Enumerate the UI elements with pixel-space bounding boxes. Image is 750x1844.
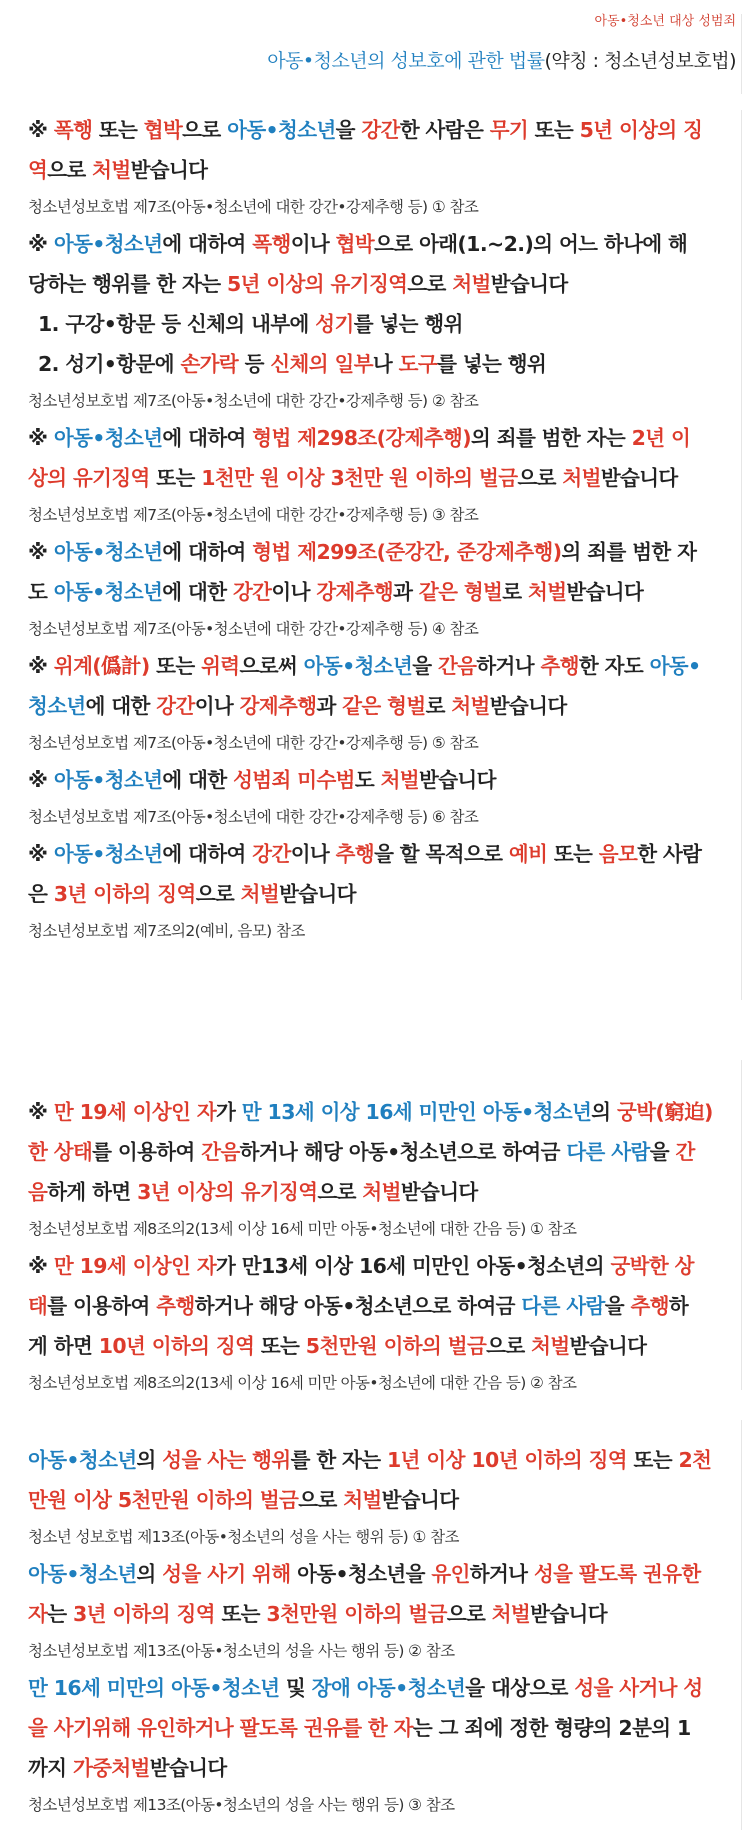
text-fragment: 폭행 [53, 118, 93, 142]
text-fragment: 도 [354, 768, 381, 792]
text-fragment: 처벌 [92, 158, 131, 182]
text-fragment: 을 [649, 1140, 676, 1164]
provision-text [28, 760, 728, 800]
text-fragment: 받습니다 [149, 1756, 227, 1780]
text-fragment: 의 [136, 1562, 163, 1586]
text-fragment: 으로 [446, 1602, 492, 1626]
text-fragment: 받습니다 [530, 1602, 607, 1626]
text-fragment: 당하는 행위를 한 자는 [28, 272, 227, 296]
text-fragment: 3천만원 이하의 벌금 [266, 1602, 447, 1626]
law-reference: 청소년성보호법 제7조(아동•청소년에 대한 강간•강제추행 등) ② 참조 [28, 392, 479, 410]
text-fragment: 이나 [194, 694, 240, 718]
section-article-7 [28, 110, 728, 948]
text-fragment: 의 [591, 1100, 618, 1124]
text-fragment: 으로 [317, 1180, 363, 1204]
text-fragment: 2. 성기•항문에 [38, 352, 181, 376]
law-reference: 청소년성보호법 제7조(아동•청소년에 대한 강간•강제추행 등) ④ 참조 [28, 620, 479, 638]
abbr-open: (약칭 : [544, 50, 605, 72]
text-fragment: 같은 형벌 [342, 694, 426, 718]
text-fragment: 을 [412, 654, 438, 678]
text-fragment: 성범죄 미수범 [233, 768, 355, 792]
text-fragment: ※ [28, 654, 54, 678]
text-fragment: 또는 [149, 466, 202, 490]
text-fragment: 3년 이상의 유기징역 [137, 1180, 318, 1204]
text-fragment: 에 대한 [162, 768, 234, 792]
text-fragment: 추행 [156, 1294, 195, 1318]
text-fragment: 아동•청소년 [227, 118, 336, 142]
text-fragment: 1년 이상 10년 이하의 징역 [387, 1448, 627, 1472]
text-fragment: 에 대한 [162, 580, 233, 604]
text-fragment: 및 [279, 1676, 312, 1700]
text-fragment: 받습니다 [566, 580, 644, 604]
text-fragment: 받습니다 [490, 272, 568, 296]
text-fragment: 또는 [92, 118, 144, 142]
text-fragment: 또는 [149, 654, 202, 678]
provision-text [28, 1480, 728, 1520]
text-fragment: 또는 [214, 1602, 267, 1626]
text-fragment: 으로 [182, 118, 228, 142]
text-fragment: 궁박(窮迫) [617, 1100, 713, 1124]
text-fragment: 로 [502, 580, 528, 604]
text-fragment: 을 대상으로 [465, 1676, 575, 1700]
text-fragment: ※ [28, 426, 54, 450]
text-fragment: 협박 [335, 232, 375, 256]
text-fragment: 가중처벌 [72, 1756, 150, 1780]
text-fragment: 를 이용하여 [47, 1294, 157, 1318]
text-fragment: 가 만13세 이상 16세 미만인 아동•청소년의 [216, 1254, 611, 1278]
text-fragment: 한 사람 [637, 842, 702, 866]
text-fragment: 의 [136, 1448, 163, 1472]
text-fragment: 처벌 [240, 882, 280, 906]
text-fragment: 의 죄를 범한 자 [561, 540, 697, 564]
text-fragment: 다른 사람 [521, 1294, 605, 1318]
provision-text [28, 1092, 728, 1132]
text-fragment: 아동•청소년 [53, 842, 163, 866]
text-fragment: 2년 이 [631, 426, 691, 450]
text-fragment: 아동•청소년 [53, 580, 163, 604]
text-fragment: 아동•청소년 [53, 540, 163, 564]
text-fragment: 으로써 [239, 654, 304, 678]
text-fragment: 무기 [489, 118, 529, 142]
text-fragment: 또는 [547, 842, 599, 866]
right-edge-line [741, 1060, 742, 1390]
provision-text [28, 874, 728, 914]
text-fragment: 처벌 [528, 580, 567, 604]
text-fragment: 아동•청소년 [53, 232, 163, 256]
text-fragment: 궁박한 상 [610, 1254, 694, 1278]
law-reference: 청소년성보호법 제7조(아동•청소년에 대한 강간•강제추행 등) ⑥ 참조 [28, 808, 479, 826]
text-fragment: 성을 사거나 성 [574, 1676, 703, 1700]
text-fragment: 는 그 죄에 정한 형량의 2분의 1 [412, 1716, 691, 1740]
text-fragment: 음 [28, 1180, 48, 1204]
provision-text [28, 458, 728, 498]
text-fragment: 를 넣는 행위 [353, 312, 463, 336]
law-reference: 청소년성보호법 제7조(아동•청소년에 대한 강간•강제추행 등) ① 참조 [28, 198, 479, 216]
text-fragment: ※ [28, 1100, 54, 1124]
text-fragment: 강간 [361, 118, 400, 142]
text-fragment: 성을 사는 행위 [162, 1448, 291, 1472]
text-fragment: 간음 [437, 654, 477, 678]
provision-text [28, 224, 728, 264]
text-fragment: 처벌 [380, 768, 420, 792]
text-fragment: 5천만원 이하의 벌금 [305, 1334, 487, 1358]
text-fragment: 한 상태 [28, 1140, 93, 1164]
text-fragment: 받습니다 [569, 1334, 647, 1358]
text-fragment: 추행 [335, 842, 375, 866]
text-fragment: 아동•청소년 [53, 426, 163, 450]
text-fragment: 형법 제298조(강제추행) [252, 426, 471, 450]
text-fragment: 2천 [678, 1448, 712, 1472]
text-fragment: 또는 [254, 1334, 306, 1358]
provision-text [28, 1748, 728, 1788]
section-article-13 [28, 1440, 728, 1822]
text-fragment: 처벌 [451, 694, 490, 718]
text-fragment: 등 [238, 352, 271, 376]
text-fragment: 를 넣는 행위 [437, 352, 547, 376]
text-fragment: 성을 팔도록 권유한 [533, 1562, 701, 1586]
text-fragment: 에 대하여 [162, 426, 253, 450]
provision-text [28, 1594, 728, 1634]
text-fragment: 3년 이하의 징역 [72, 1602, 215, 1626]
text-fragment: 과 [316, 694, 343, 718]
section-article-8-2 [28, 1092, 728, 1400]
text-fragment: 받습니다 [419, 768, 496, 792]
page-title [267, 46, 736, 73]
text-fragment: 처벌 [491, 1602, 531, 1626]
provision-text [28, 1326, 728, 1366]
law-name: 아동•청소년의 성보호에 관한 법률 [267, 50, 545, 72]
text-fragment: 예비 [508, 842, 548, 866]
provision-text [28, 1440, 728, 1480]
text-fragment: 또는 [528, 118, 580, 142]
text-fragment: 처벌 [452, 272, 491, 296]
text-fragment: 이나 [290, 232, 336, 256]
text-fragment: 도 [28, 580, 54, 604]
text-fragment: 만 19세 이상인 자 [53, 1100, 217, 1124]
text-fragment: 한 사람은 [399, 118, 490, 142]
text-fragment: 나 [372, 352, 399, 376]
text-fragment: 추행 [540, 654, 579, 678]
text-fragment: 청소년 [28, 694, 86, 718]
law-reference: 청소년성보호법 제7조의2(예비, 음모) 참조 [28, 922, 305, 940]
text-fragment: 을 사기위해 유인하거나 팔도록 권유를 한 자 [28, 1716, 413, 1740]
provision-text [28, 1554, 728, 1594]
text-fragment: 하거나 해당 아동•청소년으로 하여금 [239, 1140, 567, 1164]
text-fragment: 같은 형벌 [418, 580, 503, 604]
text-fragment: 강제추행 [239, 694, 317, 718]
text-fragment: 과 [393, 580, 419, 604]
provision-text [28, 150, 728, 190]
text-fragment: ※ [28, 540, 54, 564]
text-fragment: 신체의 일부 [270, 352, 373, 376]
text-fragment: 성을 사기 위해 [162, 1562, 291, 1586]
text-fragment: 을 [335, 118, 362, 142]
provision-text [28, 1172, 728, 1212]
text-fragment: ※ [28, 1254, 54, 1278]
text-fragment: 을 할 목적으로 [374, 842, 509, 866]
text-fragment: 처벌 [562, 466, 601, 490]
text-fragment: 폭행 [252, 232, 291, 256]
text-fragment: ※ [28, 232, 54, 256]
text-fragment: 강간 [232, 580, 272, 604]
text-fragment: 손가락 [180, 352, 239, 376]
right-edge-line [741, 14, 742, 94]
law-reference: 청소년성보호법 제7조(아동•청소년에 대한 강간•강제추행 등) ③ 참조 [28, 506, 479, 524]
text-fragment: 아동•청소년을 [290, 1562, 432, 1586]
text-fragment: 5년 이상의 유기징역 [226, 272, 408, 296]
law-reference: 청소년성보호법 제8조의2(13세 이상 16세 미만 아동•청소년에 대한 간음 등) ① 참조 [28, 1220, 577, 1238]
text-fragment: 만 13세 이상 16세 미만인 아동•청소년 [241, 1100, 592, 1124]
provision-text [28, 418, 728, 458]
law-reference: 청소년 성보호법 제13조(아동•청소년의 성을 사는 행위 등) ① 참조 [28, 1528, 459, 1546]
provision-text [28, 646, 728, 686]
text-fragment: 1천만 원 이상 3천만 원 이하의 벌금 [201, 466, 518, 490]
text-fragment: 만 19세 이상인 자 [53, 1254, 217, 1278]
text-fragment: 에 대하여 [162, 540, 253, 564]
text-fragment: 아동•청소년 [53, 768, 163, 792]
text-fragment: 아동•청소년 [28, 1562, 137, 1586]
provision-text [28, 834, 728, 874]
text-fragment: 를 한 자는 [290, 1448, 388, 1472]
text-fragment: 위력 [201, 654, 240, 678]
text-fragment: 강간 [156, 694, 195, 718]
text-fragment: 까지 [28, 1756, 73, 1780]
text-fragment: 로 [425, 694, 452, 718]
text-fragment: 유인 [431, 1562, 470, 1586]
text-fragment: 협박 [143, 118, 183, 142]
text-fragment: 또는 [626, 1448, 679, 1472]
provision-text [28, 532, 728, 572]
text-fragment: 으로 [486, 1334, 532, 1358]
text-fragment: 를 이용하여 [92, 1140, 202, 1164]
provision-text [28, 1246, 728, 1286]
text-fragment: 위계(僞計) [53, 654, 150, 678]
provision-text [28, 1708, 728, 1748]
law-reference: 청소년성보호법 제13조(아동•청소년의 성을 사는 행위 등) ② 참조 [28, 1642, 455, 1660]
text-fragment: 는 [47, 1602, 73, 1626]
text-fragment: 받습니다 [279, 882, 356, 906]
text-fragment: 하 [668, 1294, 689, 1318]
text-fragment: 하거나 [476, 654, 541, 678]
provision-text [28, 1132, 728, 1172]
text-fragment: 으로 아래(1.~2.)의 어느 하나에 해 [374, 232, 688, 256]
text-fragment: 3년 이하의 징역 [53, 882, 196, 906]
text-fragment: 간 [675, 1140, 695, 1164]
law-reference: 청소년성보호법 제7조(아동•청소년에 대한 강간•강제추행 등) ⑤ 참조 [28, 734, 479, 752]
text-fragment: 10년 이하의 징역 [98, 1334, 255, 1358]
text-fragment: 아동•청소년 [303, 654, 413, 678]
text-fragment: 다른 사람 [566, 1140, 650, 1164]
provision-text [28, 1286, 728, 1326]
right-edge-line [741, 110, 742, 1000]
provision-text [28, 572, 728, 612]
text-fragment: 을 [604, 1294, 631, 1318]
text-fragment: 강간 [252, 842, 291, 866]
text-fragment: 만원 이상 5천만원 이하의 벌금 [28, 1488, 299, 1512]
text-fragment: 받습니다 [489, 694, 567, 718]
text-fragment: 처벌 [531, 1334, 570, 1358]
provision-text [28, 1668, 728, 1708]
text-fragment: 음모 [598, 842, 638, 866]
text-fragment: 처벌 [343, 1488, 382, 1512]
text-fragment: 태 [28, 1294, 48, 1318]
text-fragment: 이나 [271, 580, 317, 604]
text-fragment: 하게 하면 [47, 1180, 138, 1204]
text-fragment: ※ [28, 118, 54, 142]
text-fragment: 추행 [630, 1294, 669, 1318]
text-fragment: 5년 이상의 징 [579, 118, 703, 142]
abbr-close: ) [729, 50, 736, 72]
list-item [28, 304, 728, 344]
text-fragment: 받습니다 [600, 466, 678, 490]
text-fragment: 에 대한 [85, 694, 157, 718]
list-item [28, 344, 728, 384]
text-fragment: 하거나 [469, 1562, 534, 1586]
text-fragment: 게 하면 [28, 1334, 99, 1358]
text-fragment: 가 [216, 1100, 242, 1124]
right-edge-line [741, 1420, 742, 1830]
text-fragment: 이나 [290, 842, 336, 866]
law-abbreviation: 청소년성보호법 [604, 50, 730, 72]
category-tag: 아동•청소년 대상 성범죄 [594, 14, 736, 29]
text-fragment: 아동• [649, 654, 701, 678]
provision-text [28, 686, 728, 726]
text-fragment: 하거나 해당 아동•청소년으로 하여금 [194, 1294, 522, 1318]
text-fragment: 성기 [315, 312, 354, 336]
text-fragment: ※ [28, 768, 54, 792]
text-fragment: 상의 유기징역 [28, 466, 150, 490]
text-fragment: 에 대하여 [162, 842, 253, 866]
text-fragment: 1. 구강•항문 등 신체의 내부에 [38, 312, 316, 336]
provision-text [28, 264, 728, 304]
text-fragment: 만 16세 미만의 아동•청소년 [28, 1676, 280, 1700]
text-fragment: 으로 [517, 466, 563, 490]
text-fragment: 한 자도 [578, 654, 650, 678]
law-reference: 청소년성보호법 제8조의2(13세 이상 16세 미만 아동•청소년에 대한 간음 등) ② 참조 [28, 1374, 577, 1392]
text-fragment: 형법 제299조(준강간, 준강제추행) [252, 540, 562, 564]
text-fragment: 으로 [298, 1488, 344, 1512]
text-fragment: 역 [28, 158, 48, 182]
text-fragment: 간음 [201, 1140, 240, 1164]
text-fragment: ※ [28, 842, 54, 866]
text-fragment: 받습니다 [130, 158, 208, 182]
text-fragment: 강제추행 [316, 580, 394, 604]
text-fragment: 받습니다 [381, 1488, 459, 1512]
text-fragment: 아동•청소년 [28, 1448, 137, 1472]
provision-text [28, 110, 728, 150]
text-fragment: 도구 [398, 352, 438, 376]
text-fragment: 처벌 [362, 1180, 401, 1204]
text-fragment: 에 대하여 [162, 232, 253, 256]
text-fragment: 자 [28, 1602, 48, 1626]
text-fragment: 의 죄를 범한 자는 [471, 426, 632, 450]
text-fragment: 으로 [407, 272, 453, 296]
law-reference: 청소년성보호법 제13조(아동•청소년의 성을 사는 행위 등) ③ 참조 [28, 1796, 455, 1814]
text-fragment: 으로 [195, 882, 241, 906]
text-fragment: 받습니다 [400, 1180, 478, 1204]
text-fragment: 은 [28, 882, 54, 906]
text-fragment: 으로 [47, 158, 93, 182]
text-fragment: 장애 아동•청소년 [311, 1676, 466, 1700]
